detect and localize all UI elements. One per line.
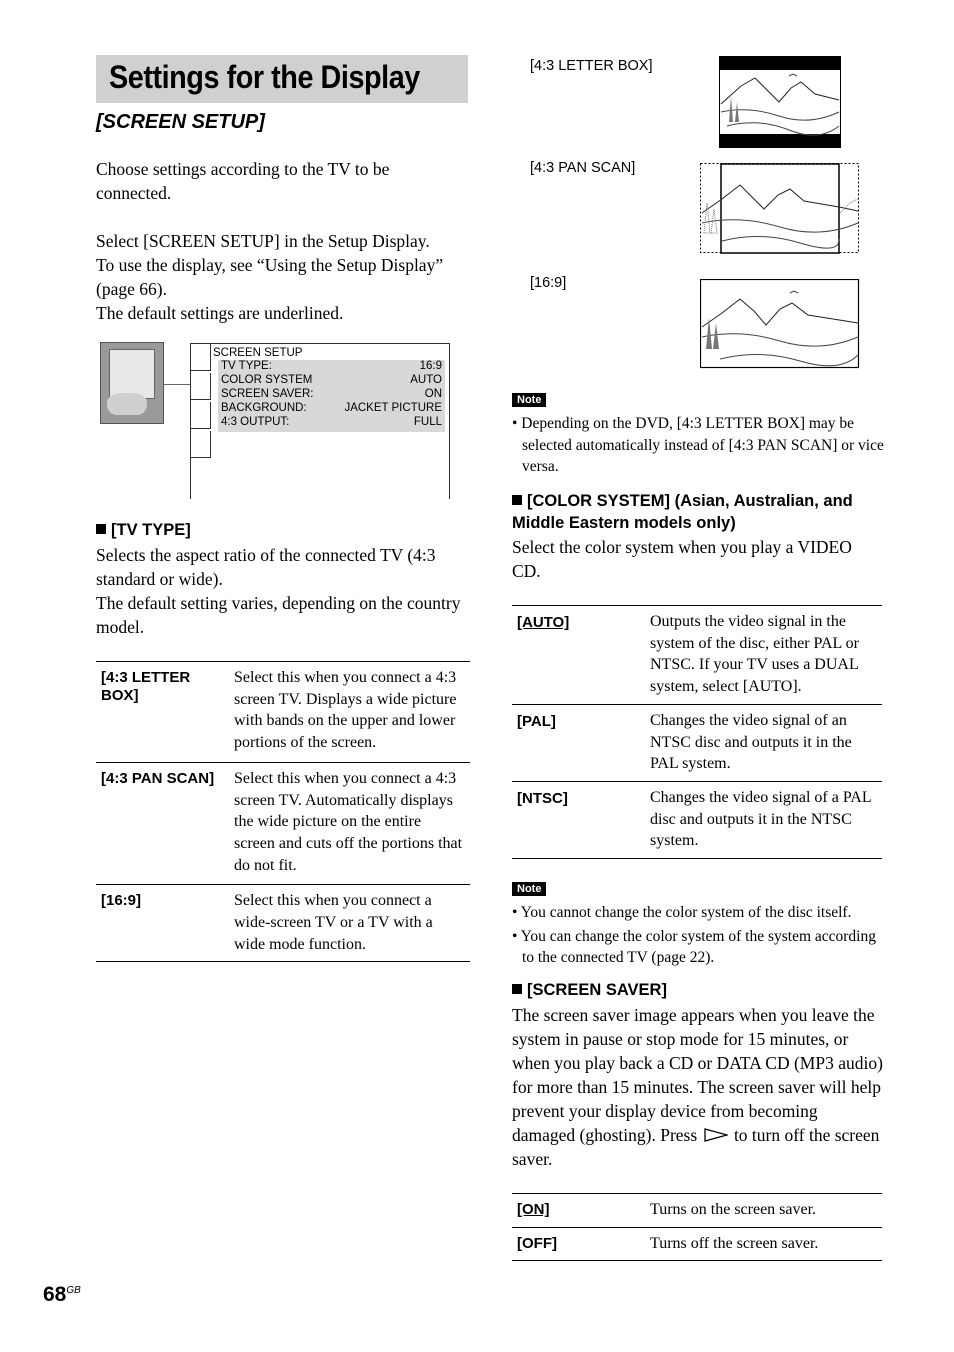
osd-row-label: SCREEN SAVER:: [221, 388, 314, 400]
osd-row-value: JACKET PICTURE: [344, 402, 442, 414]
intro-text-2: Select [SCREEN SETUP] in the Setup Display.: [96, 231, 430, 251]
note-2-text: [512, 902, 886, 969]
osd-tab: [191, 373, 211, 400]
tv-type-desc-1: Selects the aspect ratio of the connected TV (4:3 standard or wide).: [96, 545, 436, 589]
option-text: Outputs the video signal in the system of the disc, either PAL or NTSC. If your TV uses a DUAL system, select [AUTO].: [650, 613, 860, 696]
option-key: [ON]: [517, 1201, 550, 1218]
tv-type-table: [96, 661, 470, 962]
color-system-table: [512, 605, 882, 859]
option-key: [4:3 LETTER BOX]: [101, 669, 191, 704]
page-number: [43, 1283, 81, 1307]
section-subtitle: [SCREEN SETUP]: [96, 111, 265, 133]
option-key: [PAL]: [517, 712, 556, 730]
osd-tab: [191, 402, 211, 429]
option-key: [AUTO]: [517, 614, 570, 631]
osd-row-value: AUTO: [410, 374, 442, 386]
option-key: [NTSC]: [517, 789, 568, 807]
page-number-suffix: GB: [66, 1285, 81, 1296]
screen-saver-description: [512, 1003, 884, 1171]
note-1: [512, 390, 546, 408]
letterbox-illustration: [719, 56, 841, 148]
intro-paragraph-1: [96, 157, 466, 205]
option-key: [OFF]: [517, 1234, 557, 1252]
osd-row: [221, 388, 442, 402]
square-bullet-icon: [512, 495, 522, 505]
color-system-desc: Select the color system when you play a VIDEO CD.: [512, 537, 852, 581]
table-row: [96, 662, 470, 763]
option-text: Turns off the screen saver.: [650, 1234, 819, 1252]
osd-row-label: BACKGROUND:: [221, 402, 307, 414]
osd-row: [221, 360, 442, 374]
wide-label: [16:9]: [530, 275, 567, 291]
screen-saver-heading: [512, 981, 667, 1000]
note-1-item: • Depending on the DVD, [4:3 LETTER BOX] may be selected automatically instead of [4:3 PAN SCAN] or vice versa.: [512, 415, 884, 475]
note-badge: Note: [512, 393, 546, 407]
panscan-illustration: [700, 163, 860, 255]
wide-illustration: [700, 279, 860, 369]
option-text: Select this when you connect a 4:3 screen TV. Displays a wide picture with bands on the upper and lower portions of the screen.: [234, 669, 457, 752]
option-text: Select this when you connect a 4:3 screen TV. Automatically displays the wide picture on the entire screen and cuts off the portions that do not fit.: [234, 769, 463, 874]
intro-paragraph-2: [96, 229, 468, 325]
note-1-text: [512, 413, 884, 478]
color-system-heading: [512, 490, 882, 534]
screen-saver-desc-b: to turn off the screen saver.: [512, 1125, 880, 1169]
osd-row-value: FULL: [413, 416, 442, 428]
osd-row-value: 16:9: [419, 360, 442, 372]
table-row: [512, 606, 882, 705]
square-bullet-icon: [512, 984, 522, 994]
intro-text-4: The default settings are underlined.: [96, 303, 344, 323]
page-title: Settings for the Display: [109, 59, 420, 95]
tv-type-description: [96, 543, 468, 639]
osd-row: [221, 402, 442, 416]
osd-settings-list: [218, 360, 445, 432]
title-bar: [96, 55, 468, 103]
screen-saver-table: [512, 1193, 882, 1261]
note-badge: Note: [512, 882, 546, 896]
color-system-description: [512, 535, 884, 583]
tv-type-heading: [96, 521, 191, 540]
option-text: Turns on the screen saver.: [650, 1201, 817, 1218]
table-row: [96, 885, 470, 962]
letterbox-label: [4:3 LETTER BOX]: [530, 58, 653, 74]
screen-saver-heading-text: [SCREEN SAVER]: [527, 981, 667, 999]
osd-row-label: COLOR SYSTEM: [221, 374, 313, 386]
option-text: Changes the video signal of an NTSC disc and outputs it in the PAL system.: [650, 711, 852, 773]
intro-text-3: To use the display, see “Using the Setup Display” (page 66).: [96, 255, 444, 299]
color-system-heading-text: [COLOR SYSTEM] (Asian, Australian, and Middle Eastern models only): [512, 492, 853, 532]
osd-tab: [191, 431, 211, 458]
tv-type-desc-2: The default setting varies, depending on the country model.: [96, 593, 461, 637]
osd-row-value: ON: [424, 388, 442, 400]
table-row: [512, 1227, 882, 1261]
option-text: Select this when you connect a wide-screen TV or a TV with a wide mode function.: [234, 892, 433, 953]
intro-text-1: Choose settings according to the TV to be connected.: [96, 159, 390, 203]
panscan-label: [4:3 PAN SCAN]: [530, 160, 636, 176]
note-2-item: • You cannot change the color system of the disc itself.: [512, 904, 852, 921]
osd-row: [221, 416, 442, 430]
osd-row-label: TV TYPE:: [221, 360, 272, 372]
osd-tab: [191, 344, 211, 371]
osd-connector-line: [163, 384, 191, 385]
osd-row-label: 4:3 OUTPUT:: [221, 416, 290, 428]
option-text: Changes the video signal of a PAL disc and outputs it in the NTSC system.: [650, 788, 872, 850]
osd-row: [221, 374, 442, 388]
square-bullet-icon: [96, 524, 106, 534]
tv-type-heading-text: [TV TYPE]: [111, 521, 191, 539]
option-key: [16:9]: [101, 892, 142, 910]
note-2-item: • You can change the color system of the system according to the connected TV (page 22).: [512, 927, 876, 966]
play-icon: [704, 1128, 728, 1142]
table-row: [512, 704, 882, 781]
note-2: [512, 879, 546, 897]
osd-header: SCREEN SETUP: [213, 347, 303, 359]
table-row: [512, 1194, 882, 1228]
page-number-value: 68: [43, 1283, 67, 1306]
setup-icon: [100, 342, 164, 424]
option-key: [4:3 PAN SCAN]: [101, 769, 215, 787]
screen-saver-desc-a: The screen saver image appears when you leave the system in pause or stop mode for 15 minutes, or when you play back a CD or DATA CD (MP3 audio) for more than 15 minutes. The screen saver will help prevent your display device from becoming damaged (ghosting). Press: [512, 1005, 883, 1145]
table-row: [96, 762, 470, 885]
table-row: [512, 781, 882, 858]
